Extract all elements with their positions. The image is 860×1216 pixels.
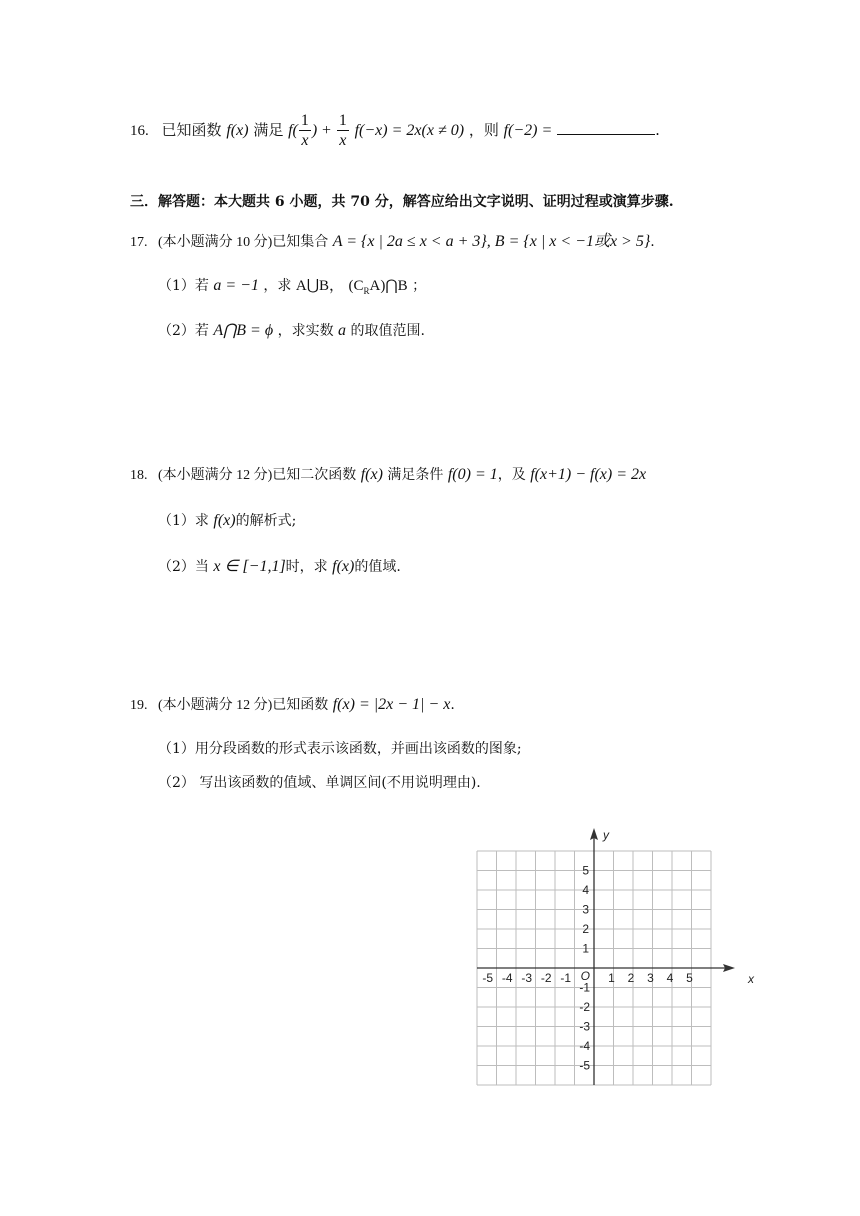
question-number: 18. [130,468,148,483]
function-notation: f(x) [213,512,236,529]
x-tick-label: 2 [627,971,635,985]
part-text: ，求 [263,278,292,294]
x-tick-label: -2 [540,971,552,985]
x-tick-label: 5 [686,971,693,985]
question-16 [130,113,660,149]
condition: f(0) = 1 [447,466,498,483]
question-number: 19. [130,698,148,713]
part-end: ； [412,278,427,294]
question-19-part-1: （1）用分段函数的形式表示该函数，并画出该函数的图象; [158,741,522,757]
x-tick-label: -5 [482,971,494,985]
x-tick-label: 3 [647,971,654,985]
question-text: ，则 [468,121,499,139]
fraction-numerator: 1 [338,112,347,129]
y-axis-label: y [603,828,609,842]
y-tick-label: -1 [579,980,590,995]
part-label: （2）若 [158,323,209,339]
formula-part: f(−2) = [503,122,553,139]
period: . [650,234,655,250]
question-score: (本小题满分 12 分) [157,468,273,483]
question-18 [130,464,646,484]
y-tick-label: 3 [582,902,589,917]
x-tick-label: 1 [608,971,615,985]
question-text: ，及 [497,467,526,483]
question-score: (本小题满分 12 分) [157,698,273,713]
question-19-part-2: （2） 写出该函数的值域、单调区间(不用说明理由). [158,775,481,791]
function-notation: f(x) [360,466,383,483]
question-text: 满足 [253,121,284,139]
tick-labels [482,828,755,1073]
complement-close: A)⋂B [369,278,408,294]
part-label: （2）当 [158,559,209,575]
condition: x ∈ [−1,1] [213,558,286,575]
fraction-one-over-x [299,113,311,149]
condition: A⋂B = ϕ [213,322,274,339]
coordinate-grid [472,826,754,1101]
formula-part: ) [311,122,318,139]
answer-blank [557,120,655,135]
x-tick-label: -1 [560,971,572,985]
variable: a [338,322,347,339]
formula-part: f(−x) = 2x(x ≠ 0) [354,122,465,139]
part-text: ，求实数 [277,323,334,339]
fraction-one-over-x [337,113,349,149]
formula-part: f( [288,122,298,139]
y-tick-label: -4 [579,1039,590,1053]
fraction-denominator: x [301,132,309,149]
question-17-part-2 [158,320,425,340]
origin-label: O [580,969,590,983]
complement-expression [348,278,407,294]
complement-subscript: R [363,286,370,296]
period: . [450,697,455,713]
question-18-part-1 [158,510,296,530]
x-axis-label: x [748,972,754,986]
set-definitions: A = {x | 2a ≤ x < a + 3}, B = {x | x < −1或x > 5} [332,233,651,250]
union-expression: A⋃B， [295,278,345,294]
question-text: 满足条件 [387,467,444,483]
part-text: 的解析式; [235,513,297,529]
x-tick-label: 4 [666,971,674,985]
question-17-part-1 [158,274,426,296]
y-tick-label: 2 [582,922,589,936]
x-tick-label: -4 [501,971,513,985]
y-tick-label: -2 [579,1000,590,1014]
question-number: 17. [130,235,148,250]
y-tick-label: -3 [579,1019,590,1034]
part-label: （1）若 [158,278,209,294]
question-text: 已知函数 [161,121,222,139]
condition: a = −1 [213,277,259,294]
y-tick-label: 5 [582,863,589,878]
part-text: 时，求 [285,559,328,575]
part-label: （1）求 [158,513,209,529]
plus-sign: + [322,122,332,139]
question-text: 已知函数 [272,697,329,713]
complement-open: (C [348,278,364,294]
question-score: (本小题满分 10 分) [157,235,273,250]
fraction-numerator: 1 [300,112,309,129]
function-notation: f(x) [332,558,355,575]
part-text: 的值域. [354,559,401,575]
y-tick-label: 1 [582,941,589,956]
question-text: 已知二次函数 [272,467,357,483]
question-text: 已知集合 [272,234,329,250]
part-end: 的取值范围. [350,323,425,339]
question-17 [130,228,655,251]
function-formula: f(x) = |2x − 1| − x [332,696,451,713]
y-tick-label: 4 [582,883,589,897]
question-18-part-2 [158,556,401,576]
condition: f(x+1) − f(x) = 2x [530,466,647,483]
question-number: 16. [130,123,149,139]
y-tick-label: -5 [579,1058,590,1073]
section-heading: 三．解答题：本大题共 6 小题，共 70 分，解答应给出文字说明、证明过程或演算步骤. [130,194,674,210]
fraction-denominator: x [339,132,347,149]
x-tick-label: -3 [521,971,533,985]
question-19 [130,694,455,714]
period: . [655,121,660,139]
function-notation: f(x) [226,122,249,139]
